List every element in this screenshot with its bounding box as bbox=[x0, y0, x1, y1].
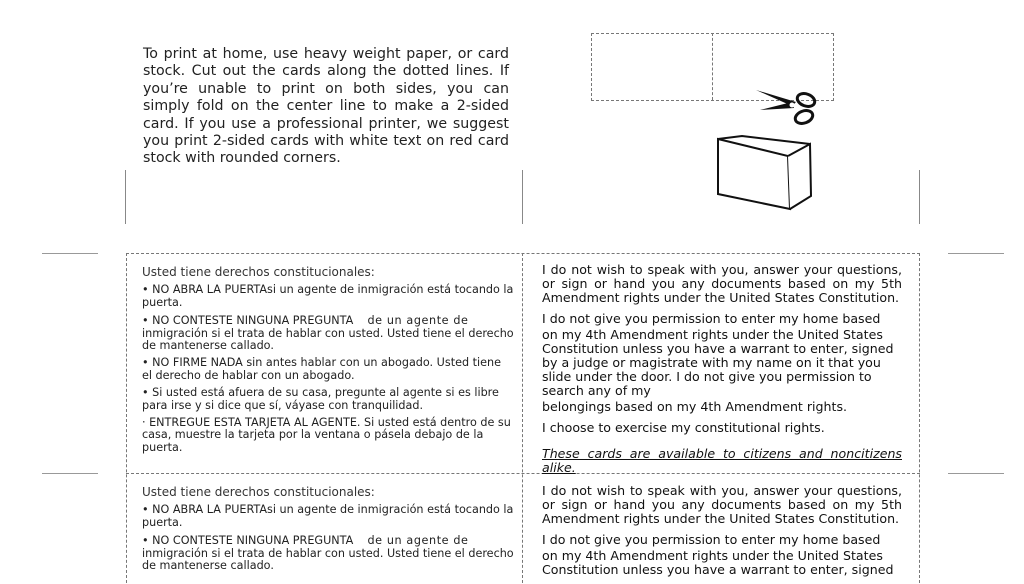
card-1-en-p2b: on my 4th Amendment rights under the United States Constitution unless you have a warrant to enter, signed by a judge or magistrate with my name on it that you slide under the door. I do not give you permission to search any of my bbox=[542, 327, 894, 398]
crop-mark-mid-left bbox=[42, 473, 98, 474]
card-2-es-heading: Usted tiene derechos constitucionales: bbox=[142, 485, 375, 499]
card-1-en-p2a: I do not give you permission to enter my home based bbox=[542, 311, 881, 326]
card-1-en-p3: I choose to exercise my constitutional rights. bbox=[542, 420, 825, 435]
card-2-es-item-1: • NO ABRA LA PUERTAsi un agente de inmigración está tocando la puerta. bbox=[142, 503, 514, 529]
folded-card-icon bbox=[712, 134, 816, 212]
card-2-spanish-side bbox=[142, 486, 514, 576]
crop-mark-right bbox=[919, 170, 920, 224]
card-2-en-p2b: on my 4th Amendment rights under the United States Constitution unless you have a warrant to enter, signed bbox=[542, 548, 894, 577]
card-1-es-item-2: • NO CONTESTE NINGUNA PREGUNTA de un agente de inmigración si el trata de hablar con usted. Usted tiene el derecho de mantenerse callado. bbox=[142, 314, 514, 353]
card-1-english-side bbox=[542, 263, 902, 482]
cut-guide-center-line bbox=[712, 33, 713, 100]
crop-mark-left bbox=[125, 170, 126, 224]
card-cut-line-right bbox=[919, 253, 920, 583]
card-2-en-p1: I do not wish to speak with you, answer your questions, or sign or hand you any documents based on my 5th Amendment rights under the United States Constitution. bbox=[542, 483, 902, 526]
crop-mark-top-right bbox=[948, 253, 1004, 254]
card-1-en-p2c: belongings based on my 4th Amendment rights. bbox=[542, 399, 848, 414]
card-1-es-item-4: • Si usted está afuera de su casa, pregunte al agente si es libre para irse y si dice que sí, váyase con tranquilidad. bbox=[142, 386, 499, 412]
scissors-icon bbox=[752, 80, 822, 128]
card-2-es-item-2: • NO CONTESTE NINGUNA PREGUNTA de un agente de inmigración si el trata de hablar con usted. Usted tiene el derecho de mantenerse callado. bbox=[142, 534, 514, 573]
card-cut-line-left bbox=[126, 253, 127, 583]
crop-mark-center bbox=[522, 170, 523, 224]
card-1-es-item-5: · ENTREGUE ESTA TARJETA AL AGENTE. Si usted está dentro de su casa, muestre la tarjeta por la ventana o pásela debajo de la puerta. bbox=[142, 416, 511, 454]
card-1-es-heading: Usted tiene derechos constitucionales: bbox=[142, 265, 375, 279]
card-1-en-note: These cards are available to citizens and noncitizens alike. bbox=[542, 446, 902, 475]
print-instructions: To print at home, use heavy weight paper, or card stock. Cut out the cards along the dotted lines. If you’re unable to print on both sides, you can simply fold on the center line to make a 2-sided card. If you use a professional printer, we suggest you print 2-sided cards with white text on red card stock with rounded corners. bbox=[143, 46, 509, 167]
card-1-spanish-side bbox=[142, 266, 514, 458]
card-2-en-p2a: I do not give you permission to enter my home based bbox=[542, 532, 881, 547]
crop-mark-mid-right bbox=[948, 473, 1004, 474]
card-1-es-item-1: • NO ABRA LA PUERTAsi un agente de inmigración está tocando la puerta. bbox=[142, 283, 514, 309]
card-2-english-side bbox=[542, 484, 902, 584]
card-fold-line-center bbox=[522, 253, 523, 583]
card-1-es-item-3: • NO FIRME NADA sin antes hablar con un abogado. Usted tiene el derecho de hablar con un abogado. bbox=[142, 356, 501, 382]
crop-mark-top-left bbox=[42, 253, 98, 254]
card-cut-line-top bbox=[126, 253, 920, 254]
card-1-en-p1: I do not wish to speak with you, answer your questions, or sign or hand you any documents based on my 5th Amendment rights under the United States Constitution. bbox=[542, 262, 902, 305]
